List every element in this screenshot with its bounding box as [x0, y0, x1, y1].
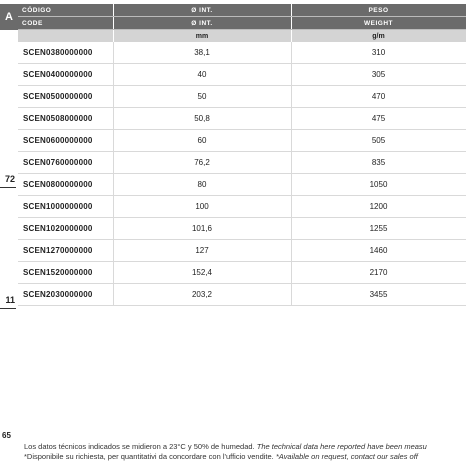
product-code-cell: SCEN0760000000 — [18, 152, 113, 174]
table-row — [18, 284, 466, 306]
product-code-cell: SCEN0600000000 — [18, 130, 113, 152]
left-margin-strip — [0, 0, 18, 466]
header-row-spanish — [18, 4, 466, 17]
diameter-cell: 127 — [113, 240, 291, 262]
product-code-cell: SCEN2030000000 — [18, 284, 113, 306]
weight-cell: 1460 — [291, 240, 466, 262]
table-row — [18, 240, 466, 262]
diameter-cell: 203,2 — [113, 284, 291, 306]
units-row — [18, 30, 466, 43]
header-code: CODE — [18, 17, 113, 30]
weight-cell: 835 — [291, 152, 466, 174]
weight-cell: 310 — [291, 42, 466, 64]
table-row — [18, 262, 466, 284]
unit-weight: g/m — [291, 30, 466, 43]
table-body — [18, 42, 466, 306]
product-code-cell: SCEN0508000000 — [18, 108, 113, 130]
table-row — [18, 42, 466, 64]
diameter-cell: 50 — [113, 86, 291, 108]
weight-cell: 305 — [291, 64, 466, 86]
product-code-cell: SCEN1520000000 — [18, 262, 113, 284]
footer-note-1-translation: The technical data here reported have been measu — [256, 442, 427, 451]
unit-diameter: mm — [113, 30, 291, 43]
header-diameter: Ø INT. — [113, 17, 291, 30]
unit-code — [18, 30, 113, 43]
table-row — [18, 218, 466, 240]
side-rule — [0, 187, 16, 188]
table-row — [18, 130, 466, 152]
section-letter: A — [0, 4, 18, 30]
table-row — [18, 152, 466, 174]
table-row — [18, 64, 466, 86]
table-row — [18, 196, 466, 218]
diameter-cell: 100 — [113, 196, 291, 218]
weight-cell: 1050 — [291, 174, 466, 196]
diameter-cell: 152,4 — [113, 262, 291, 284]
diameter-cell: 80 — [113, 174, 291, 196]
side-page-ref: 11 — [5, 295, 15, 305]
weight-cell: 1200 — [291, 196, 466, 218]
product-code-cell: SCEN0400000000 — [18, 64, 113, 86]
weight-cell: 470 — [291, 86, 466, 108]
product-code-cell: SCEN0800000000 — [18, 174, 113, 196]
side-page-ref: 72 — [4, 174, 15, 184]
diameter-cell: 38,1 — [113, 42, 291, 64]
footer-note-1 — [24, 442, 427, 451]
footer-note-2-translation: *Available on request, contact our sales off — [275, 452, 418, 461]
header-weight: PESO — [291, 4, 466, 17]
weight-cell: 475 — [291, 108, 466, 130]
table-row — [18, 174, 466, 196]
weight-cell: 1255 — [291, 218, 466, 240]
table-row — [18, 86, 466, 108]
header-diameter: Ø INT. — [113, 4, 291, 17]
page-number: 65 — [2, 431, 11, 440]
diameter-cell: 101,6 — [113, 218, 291, 240]
weight-cell: 505 — [291, 130, 466, 152]
diameter-cell: 60 — [113, 130, 291, 152]
product-code-cell: SCEN1000000000 — [18, 196, 113, 218]
footer-note-2 — [24, 452, 418, 461]
table-row — [18, 108, 466, 130]
diameter-cell: 50,8 — [113, 108, 291, 130]
weight-cell: 3455 — [291, 284, 466, 306]
product-code-cell: SCEN1270000000 — [18, 240, 113, 262]
product-code-cell: SCEN0380000000 — [18, 42, 113, 64]
header-code: CÓDIGO — [18, 4, 113, 17]
header-weight: WEIGHT — [291, 17, 466, 30]
product-spec-table — [18, 4, 466, 306]
side-rule — [0, 308, 16, 309]
product-code-cell: SCEN0500000000 — [18, 86, 113, 108]
product-code-cell: SCEN1020000000 — [18, 218, 113, 240]
header-row-english — [18, 17, 466, 30]
diameter-cell: 40 — [113, 64, 291, 86]
footer-note-1-text: Los datos técnicos indicados se midieron a 23°C y 50% de humedad. — [24, 442, 257, 451]
weight-cell: 2170 — [291, 262, 466, 284]
footer-note-2-text: *Disponibile su richiesta, per quantitativi da concordare con l'ufficio vendite. — [24, 452, 276, 461]
diameter-cell: 76,2 — [113, 152, 291, 174]
